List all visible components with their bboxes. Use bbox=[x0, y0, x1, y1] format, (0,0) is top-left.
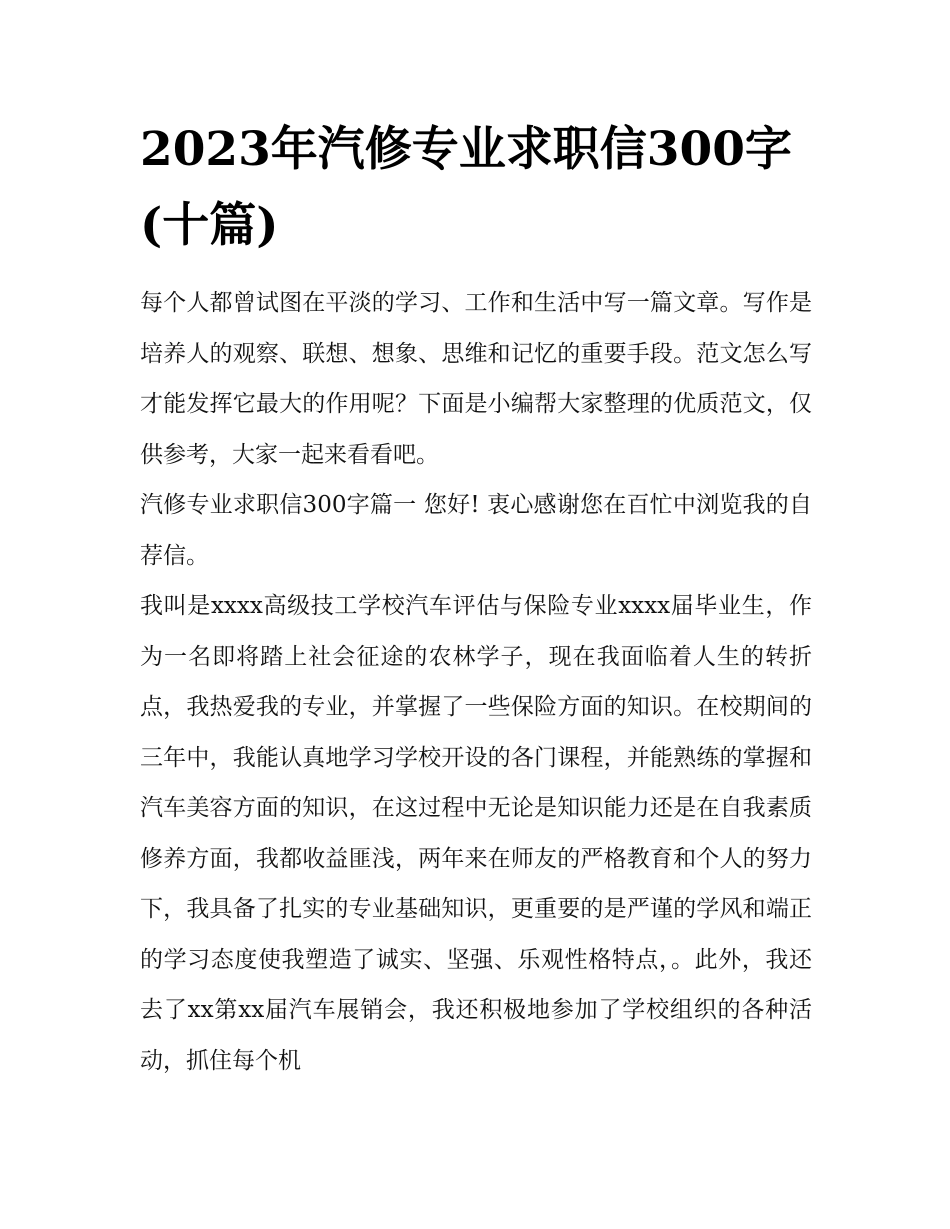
document-title: 2023年汽修专业求职信300字(十篇) bbox=[140, 122, 792, 253]
letter-body-paragraph: 我叫是xxxx高级技工学校汽车评估与保险专业xxxx届毕业生，作为一名即将踏上社会征途的农林学子，现在我面临着人生的转折点，我热爱我的专业，并掌握了一些保险方面的知识。在校期间的三年中，我能认真地学习学校开设的各门课程，并能熟练的掌握和汽车美容方面的知识，在这过程中无论是知识能力还是在自我素质修养方面，我都收益匪浅，两年来在师友的严格教育和个人的努力下，我具备了扎实的专业基础知识，更重要的是严谨的学风和端正的学习态度使我塑造了诚实、坚强、乐观性格特点，。此外，我还去了xx第xx届汽车展销会，我还积极地参加了学校组织的各种活动，抓住每个机 bbox=[140, 593, 812, 1074]
intro-paragraph: 每个人都曾试图在平淡的学习、工作和生活中写一篇文章。写作是培养人的观察、联想、想象、思维和记忆的重要手段。范文怎么写才能发挥它最大的作用呢？下面是小编帮大家整理的优质范文，仅供参考，大家一起来看看吧。 bbox=[140, 290, 812, 468]
letter-heading-paragraph: 汽修专业求职信300字篇一 您好! 衷心感谢您在百忙中浏览我的自荐信。 bbox=[140, 492, 812, 569]
document-body bbox=[140, 278, 812, 1086]
document-content bbox=[140, 112, 812, 1086]
